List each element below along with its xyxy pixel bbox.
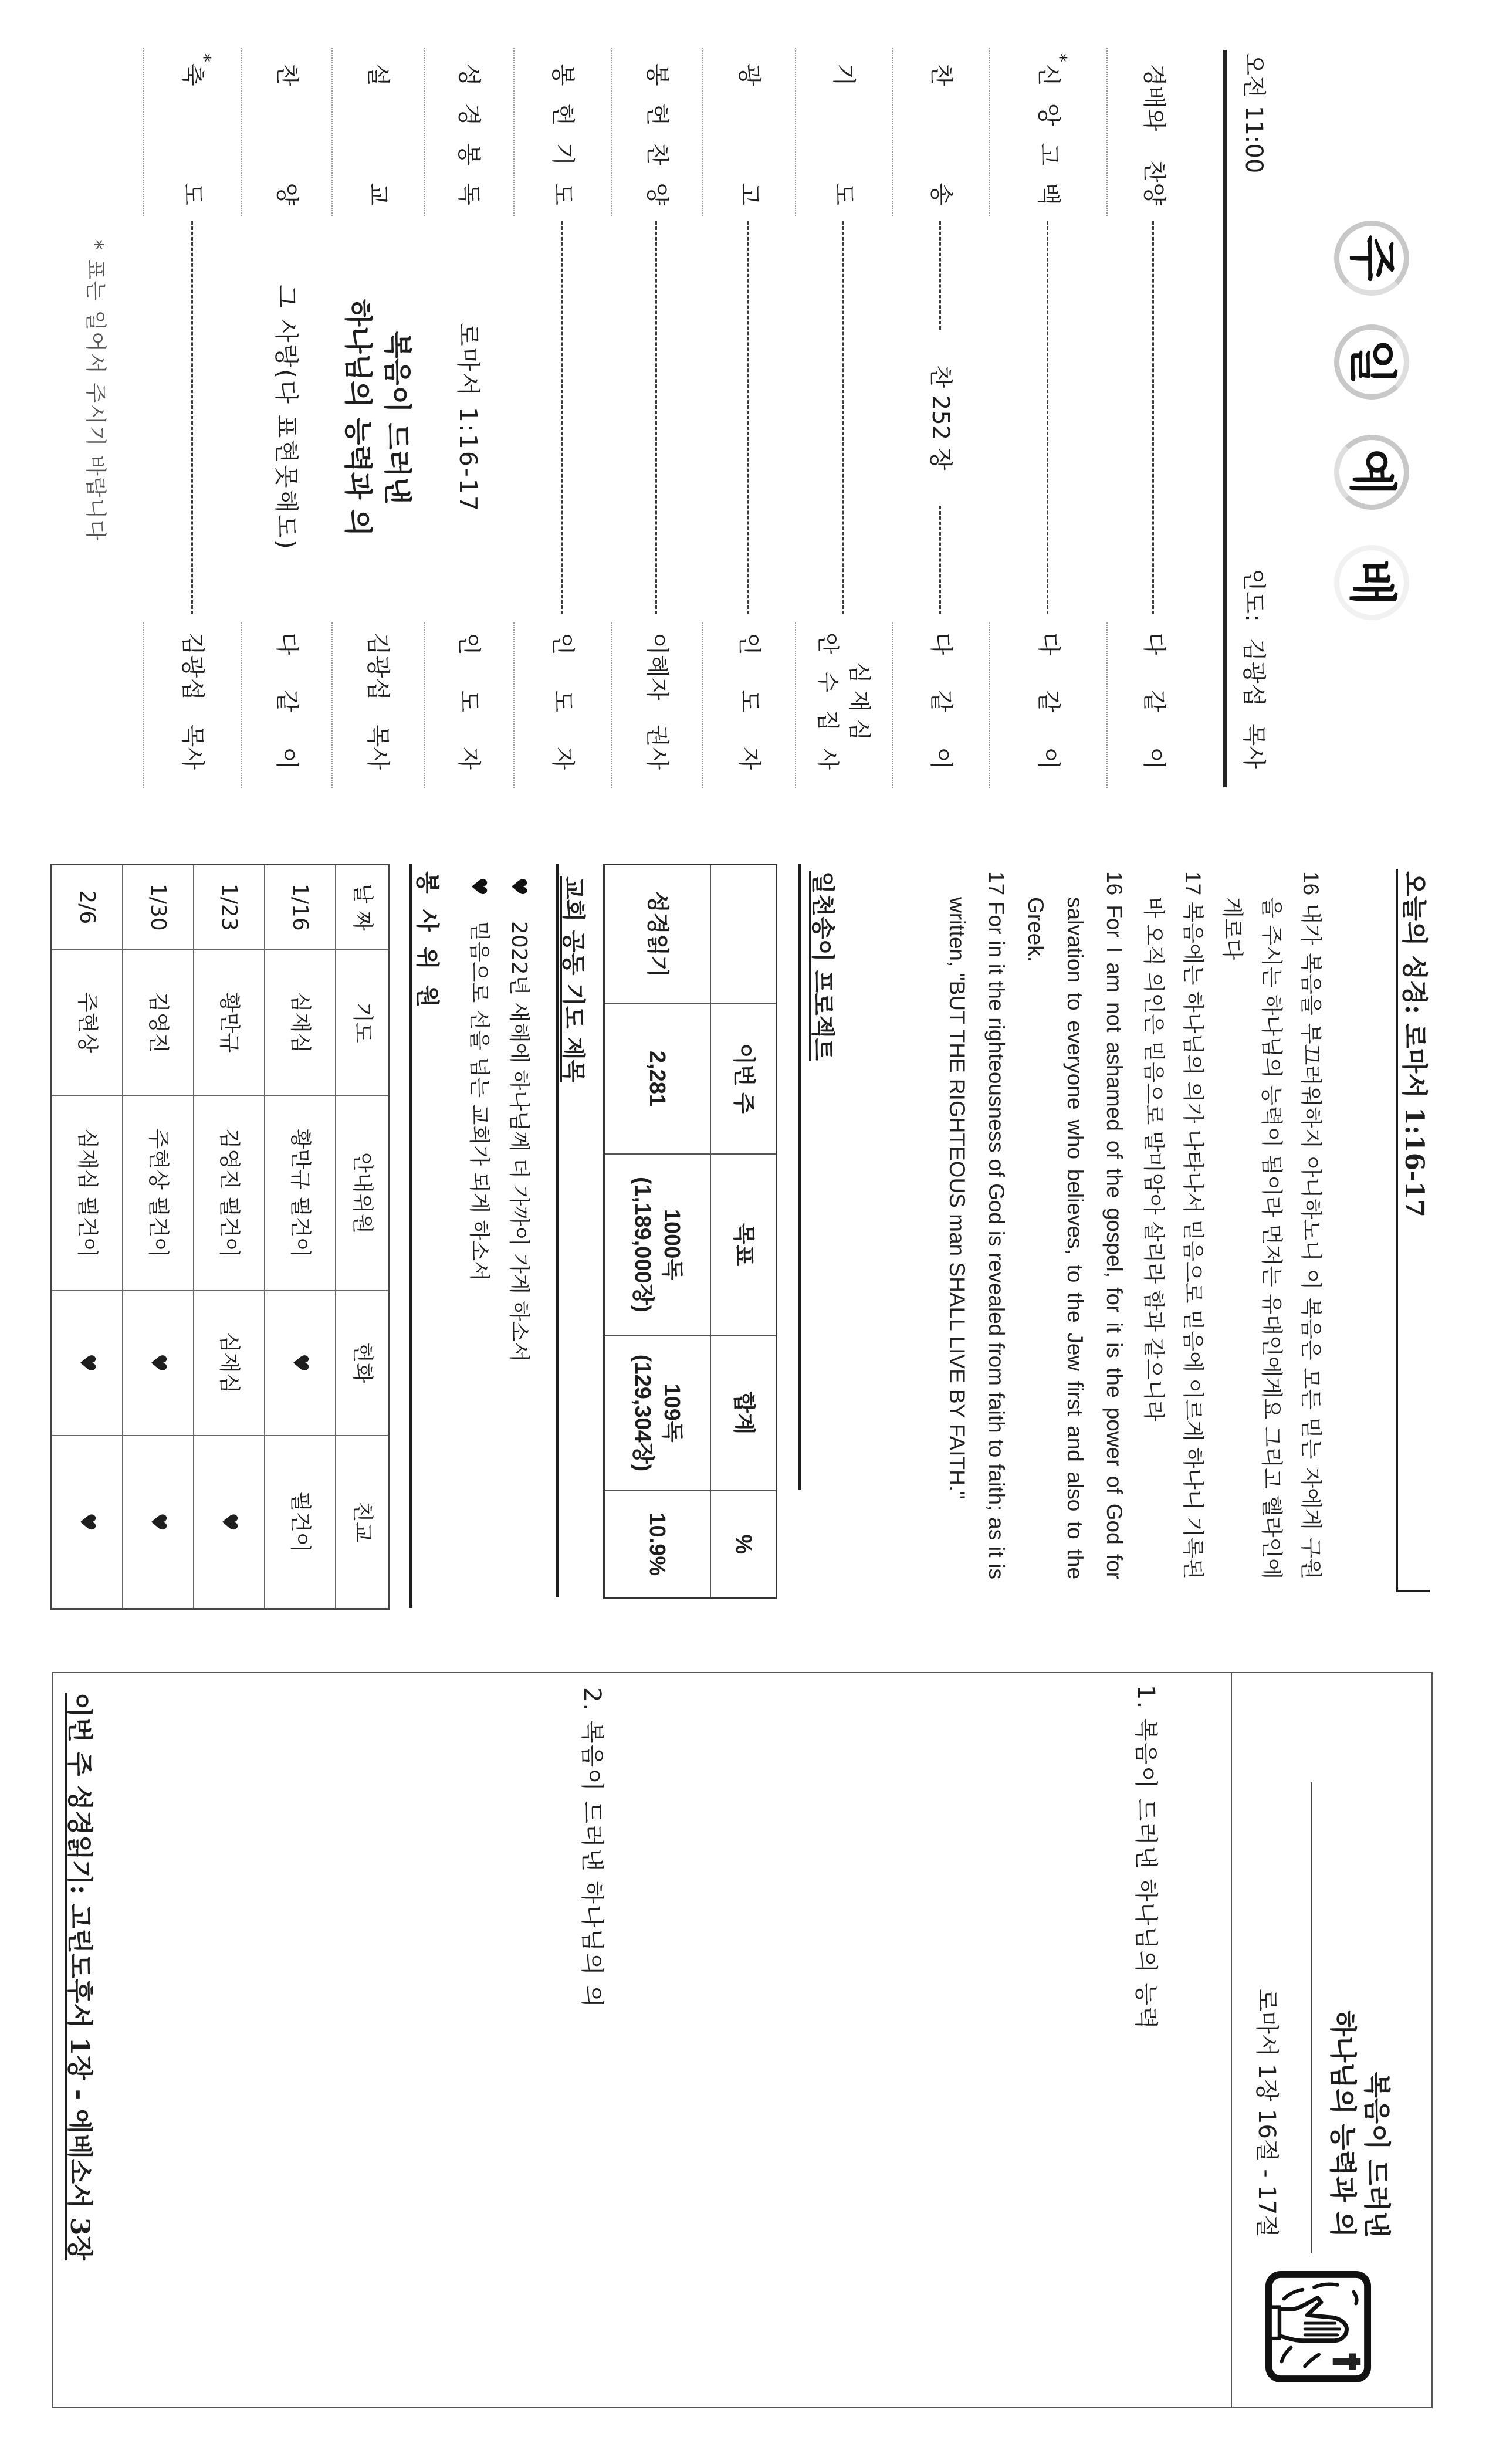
header-rule (1223, 50, 1227, 787)
order-row (513, 48, 611, 788)
scripture-verses (937, 871, 1331, 1579)
order-row (892, 48, 989, 788)
verse-en: 17 For in it the righteousness of God is revealed from faith to faith; as it is written, "BUT THE RIGHTEOUS man SHALL LIVE BY FAITH." (945, 871, 1008, 1579)
service-flowers: ♥ (123, 1291, 194, 1436)
service-fellowship: ♥ (123, 1436, 194, 1609)
order-label: 기 도 (830, 63, 858, 205)
service-fellowship: 필건이 (265, 1436, 336, 1609)
project-col-header: 목표 (710, 1154, 777, 1336)
prayer-heading: 교회 공동 기도 제목 (560, 876, 587, 1082)
service-fellowship: ♥ (52, 1436, 123, 1609)
service-row (52, 865, 123, 1609)
service-ushers: 황만규 필건이 (265, 1096, 336, 1291)
order-label-cell (989, 48, 1106, 216)
service-fellowship: ♥ (194, 1436, 265, 1609)
order-person: 김광섭 목사 (179, 632, 207, 770)
order-label: 축 도 (179, 63, 207, 205)
order-row (702, 48, 795, 788)
sermon-notes-title-line: 복음이 드러낸 (1361, 2072, 1393, 2238)
title-char: 배 (1334, 545, 1409, 620)
verse-ko: 16 내가 복음을 부끄러워하지 아니하노니 이 복음은 모든 믿는 자에게 구원을 주시는 하나님의 능력이 됨이라 먼저는 유대인에게요 그리고 헬라인에게로다 (1220, 871, 1323, 1579)
dashed-leader (940, 221, 942, 330)
song-title: 그 사랑(다 표현못해도) (272, 285, 300, 551)
dashed-leader (842, 221, 844, 614)
title-char: 예 (1334, 435, 1409, 510)
order-person: 인 도 자 (736, 632, 763, 770)
standing-footnote: * 표는 일어서 주시기 바랍니다 (83, 239, 107, 542)
order-person-cell (424, 622, 513, 788)
order-row (1106, 48, 1200, 788)
order-row (611, 48, 702, 788)
sermon-title (339, 299, 417, 536)
sermon-notes-title (1326, 1877, 1394, 2238)
order-person-cell (795, 622, 892, 788)
sermon-notes-rule (1311, 1782, 1312, 2253)
project-header-row (710, 865, 777, 1599)
order-label: 찬 양 (273, 63, 300, 205)
prayer-item (499, 877, 539, 1362)
order-person: 다 같 이 (1035, 632, 1062, 770)
service-prayer: 황만규 (194, 950, 265, 1096)
order-label: 성 경 봉 독 (455, 63, 483, 205)
order-person-cell (1106, 622, 1200, 788)
order-person: 다 같 이 (273, 632, 300, 770)
service-row (123, 865, 194, 1609)
order-label-cell (795, 48, 892, 216)
order-person: 김광섭 목사 (364, 632, 392, 770)
praying-hands-cross-icon (1264, 2269, 1372, 2385)
service-row (265, 865, 336, 1609)
project-col-header (710, 865, 777, 1004)
order-label-cell (892, 48, 989, 216)
order-middle (513, 216, 611, 622)
prayer-text: 믿음으로 선을 넘는 교회가 되게 하소서 (467, 921, 491, 1281)
service-ushers: 주현상 필건이 (123, 1096, 194, 1291)
weekly-bible-reading: 이번 주 성경읽기: 고린도후서 1장 - 에베소서 3장 (65, 1693, 94, 2261)
service-prayer: 심재심 (265, 950, 336, 1096)
service-col-header: 친교 (336, 1436, 389, 1609)
order-row (241, 48, 331, 788)
project-table (603, 864, 777, 1599)
project-total-pages: (129,304장) (630, 1354, 655, 1472)
order-middle (795, 216, 892, 622)
project-row (604, 865, 711, 1599)
sermon-notes-box (52, 1672, 1433, 2408)
order-middle (611, 216, 702, 622)
service-col-header: 안내위원 (336, 1096, 389, 1291)
verse-en: 16 For I am not ashamed of the gospel, for it is the power of God for salvation to everyone who believes, to the Jew first and also to the Greek. (1024, 871, 1126, 1579)
order-row (143, 48, 241, 788)
service-table (50, 864, 390, 1610)
service-rule (409, 864, 412, 1608)
order-label-cell (424, 48, 513, 216)
order-person-cell (143, 622, 241, 788)
project-goal-pages: (1,189,000장) (630, 1176, 655, 1313)
service-heading: 봉 사 위 원 (414, 871, 441, 1011)
order-label: 광 고 (736, 63, 763, 205)
service-header-row (336, 865, 389, 1609)
project-row-label: 성경읽기 (604, 865, 711, 1004)
dashed-leader (1047, 221, 1049, 614)
project-heading: 일천송이 프로젝트 (809, 871, 836, 1061)
dashed-leader (561, 221, 563, 614)
sermon-title-line: 하나님의 능력과 의 (341, 299, 375, 537)
project-percent: 10.9% (604, 1491, 711, 1599)
service-prayer: 주현상 (52, 950, 123, 1096)
order-person-title: 안 수 집 사 (815, 632, 841, 770)
verse-ko: 17 복음에는 하나님의 의가 나타나서 믿음으로 믿음에 이르게 하나니 기록된 바 오직 의인은 믿음으로 말미암아 살리라 함과 같으니라 (1142, 871, 1205, 1579)
project-total-cell (604, 1336, 711, 1491)
hymn-number: 찬 252 장 (927, 365, 954, 471)
order-middle (892, 216, 989, 622)
praying-hands-icon (1264, 2269, 1372, 2385)
order-person-cell (331, 622, 424, 788)
order-label-cell (241, 48, 331, 216)
order-label-cell (1106, 48, 1200, 216)
service-date: 2/6 (52, 865, 123, 950)
service-ushers: 김영진 필건이 (194, 1096, 265, 1291)
dashed-leader (748, 221, 750, 614)
order-person: 인 도 자 (455, 632, 483, 770)
order-label: 경배와 찬양 (1140, 63, 1167, 205)
service-time: 오전 11:00 (1240, 53, 1267, 174)
order-middle (702, 216, 795, 622)
order-middle (989, 216, 1106, 622)
order-middle (331, 216, 424, 622)
service-col-header: 날 짜 (336, 865, 389, 950)
service-date: 1/30 (123, 865, 194, 950)
order-person-cell (702, 622, 795, 788)
order-label: 신 앙 고 백 (1035, 63, 1062, 205)
scripture-reference: 로마서 1:16-17 (454, 323, 483, 513)
sermon-notes-divider (1231, 1672, 1232, 2408)
order-label-cell (143, 48, 241, 216)
order-person: 다 같 이 (1140, 632, 1167, 770)
service-flowers: ♥ (52, 1291, 123, 1436)
project-col-header: % (710, 1491, 777, 1599)
project-this-week: 2,281 (604, 1004, 711, 1154)
service-prayer: 김영진 (123, 950, 194, 1096)
order-row (989, 48, 1106, 788)
project-col-header: 합계 (710, 1336, 777, 1491)
order-person-name: 심 재 심 (847, 661, 873, 741)
order-person-cell (241, 622, 331, 788)
order-person: 이혜자 권사 (644, 632, 671, 770)
order-label-cell (702, 48, 795, 216)
prayer-list (459, 877, 539, 1362)
order-person-cell (989, 622, 1106, 788)
project-goal: 1000독 (659, 1209, 685, 1281)
standing-marker: * (194, 53, 215, 62)
dashed-leader (191, 221, 193, 614)
order-row (795, 48, 892, 788)
prayer-item (459, 877, 499, 1362)
service-date: 1/16 (265, 865, 336, 950)
service-leader: 인도: 김광섭 목사 (1240, 568, 1267, 769)
order-person-cell (892, 622, 989, 788)
order-middle (241, 216, 331, 622)
service-flowers: ♥ (265, 1291, 336, 1436)
order-row (331, 48, 424, 788)
service-flowers: 심재심 (194, 1291, 265, 1436)
order-middle (143, 216, 241, 622)
standing-marker: * (1050, 53, 1070, 62)
order-person: 인 도 자 (549, 632, 576, 770)
order-label-cell (331, 48, 424, 216)
order-middle (424, 216, 513, 622)
heart-bullet-icon: ♥ (506, 877, 531, 896)
project-col-header: 이번 주 (710, 1004, 777, 1154)
project-rule (798, 864, 801, 1490)
sermon-notes-reference: 로마서 1장 16절 - 17절 (1253, 1988, 1280, 2238)
dashed-leader (656, 221, 658, 614)
prayer-rule (556, 864, 559, 1597)
project-goal-cell (604, 1154, 711, 1336)
prayer-text: 2022년 새해에 하나님께 더 가까이 가게 하소서 (507, 921, 531, 1362)
sermon-point: 2. 복음이 드러낸 하나님의 의 (578, 1687, 605, 2009)
order-person-cell (611, 622, 702, 788)
service-ushers: 심재심 필건이 (52, 1096, 123, 1291)
dashed-leader (1153, 221, 1155, 614)
dashed-leader (940, 506, 942, 614)
service-col-header: 헌화 (336, 1291, 389, 1436)
sermon-notes-title-line: 하나님의 능력과 의 (1327, 2010, 1359, 2238)
title-char: 주 (1334, 221, 1409, 296)
sermon-title-line: 복음이 드러낸 (381, 331, 414, 505)
heart-bullet-icon: ♥ (466, 877, 491, 896)
order-label-cell (513, 48, 611, 216)
service-row (194, 865, 265, 1609)
order-person: 다 같 이 (928, 632, 955, 770)
project-total: 109독 (659, 1383, 685, 1443)
order-label: 찬 송 (928, 63, 955, 205)
order-middle (1106, 216, 1200, 622)
order-label: 설 교 (364, 63, 392, 205)
order-label-cell (611, 48, 702, 216)
scripture-heading: 오늘의 성경: 로마서 1:16-17 (1399, 871, 1429, 1217)
sermon-point: 1. 복음이 드러낸 하나님의 능력 (1132, 1685, 1159, 2030)
order-row (424, 48, 513, 788)
title-char: 일 (1334, 324, 1409, 400)
service-col-header: 기도 (336, 950, 389, 1096)
order-person-cell (513, 622, 611, 788)
order-label: 봉 헌 기 도 (549, 63, 576, 205)
service-date: 1/23 (194, 865, 265, 950)
scripture-heading-box (1396, 869, 1430, 1592)
order-label: 봉 헌 찬 양 (644, 63, 671, 205)
